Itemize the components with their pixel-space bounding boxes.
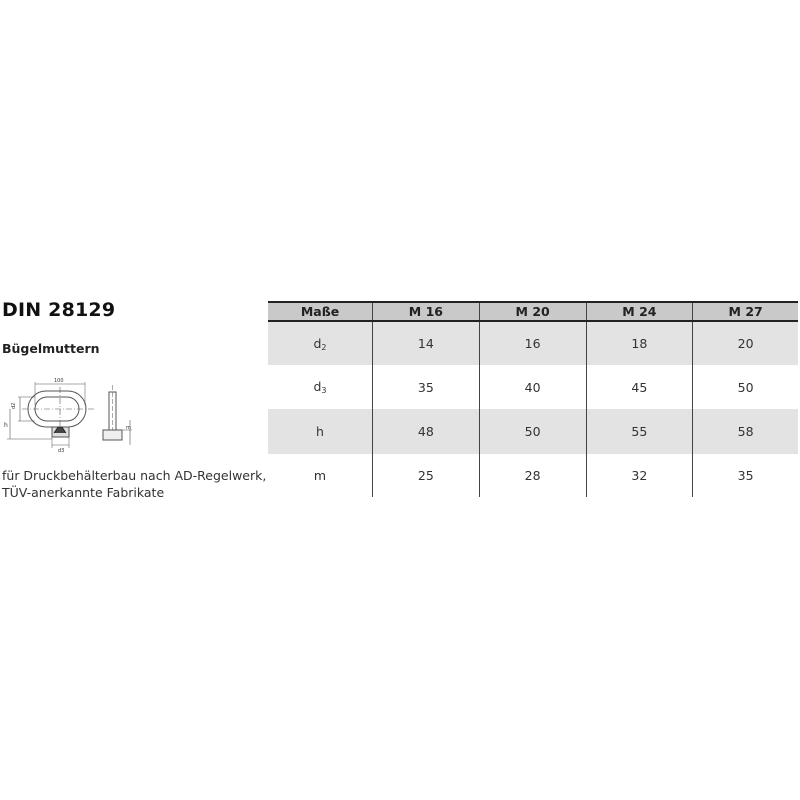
cell: 50 <box>693 365 798 409</box>
header-masse: Maße <box>268 302 373 321</box>
cell: 35 <box>693 454 798 497</box>
cell: 20 <box>693 321 798 365</box>
header-m16: M 16 <box>373 302 480 321</box>
row-label-main: d <box>313 379 322 394</box>
cell: 40 <box>479 365 586 409</box>
cell: 16 <box>479 321 586 365</box>
row-label <box>268 321 373 365</box>
table-row <box>268 365 798 409</box>
cell: 55 <box>586 409 693 454</box>
description-line-1: für Druckbehälterbau nach AD-Regelwerk, <box>2 468 267 483</box>
cell: 18 <box>586 321 693 365</box>
table-row <box>268 321 798 365</box>
row-label-sub: 2 <box>321 342 327 352</box>
cell: 50 <box>479 409 586 454</box>
row-label <box>268 409 373 454</box>
row-label-main: d <box>313 335 322 351</box>
product-subtitle: Bügelmuttern <box>2 341 100 356</box>
table-row <box>268 409 798 454</box>
technical-drawing <box>2 375 142 455</box>
svg-text:d2: d2 <box>11 402 17 409</box>
svg-text:h: h <box>4 422 8 429</box>
table-header-row <box>268 302 798 321</box>
row-label <box>268 454 373 497</box>
row-label <box>268 365 373 409</box>
cell: 48 <box>373 409 480 454</box>
svg-text:d3: d3 <box>58 448 65 454</box>
cell: 45 <box>586 365 693 409</box>
product-description <box>2 467 266 501</box>
header-m20: M 20 <box>479 302 586 321</box>
dim-100-label: 100 <box>54 378 64 384</box>
row-label-main: m <box>313 467 327 483</box>
svg-text:m: m <box>126 425 131 431</box>
header-m27: M 27 <box>693 302 798 321</box>
row-label-sub: 3 <box>321 386 327 395</box>
cell: 25 <box>373 454 480 497</box>
cell: 32 <box>586 454 693 497</box>
cell: 14 <box>373 321 480 365</box>
cell: 28 <box>479 454 586 497</box>
table-row <box>268 454 798 497</box>
cell: 58 <box>693 409 798 454</box>
row-label-main: h <box>316 423 324 439</box>
cell: 35 <box>373 365 480 409</box>
description-line-2: TÜV-anerkannte Fabrikate <box>2 485 165 500</box>
page-title: DIN 28129 <box>2 299 116 321</box>
dimension-table <box>268 301 798 497</box>
header-m24: M 24 <box>586 302 693 321</box>
